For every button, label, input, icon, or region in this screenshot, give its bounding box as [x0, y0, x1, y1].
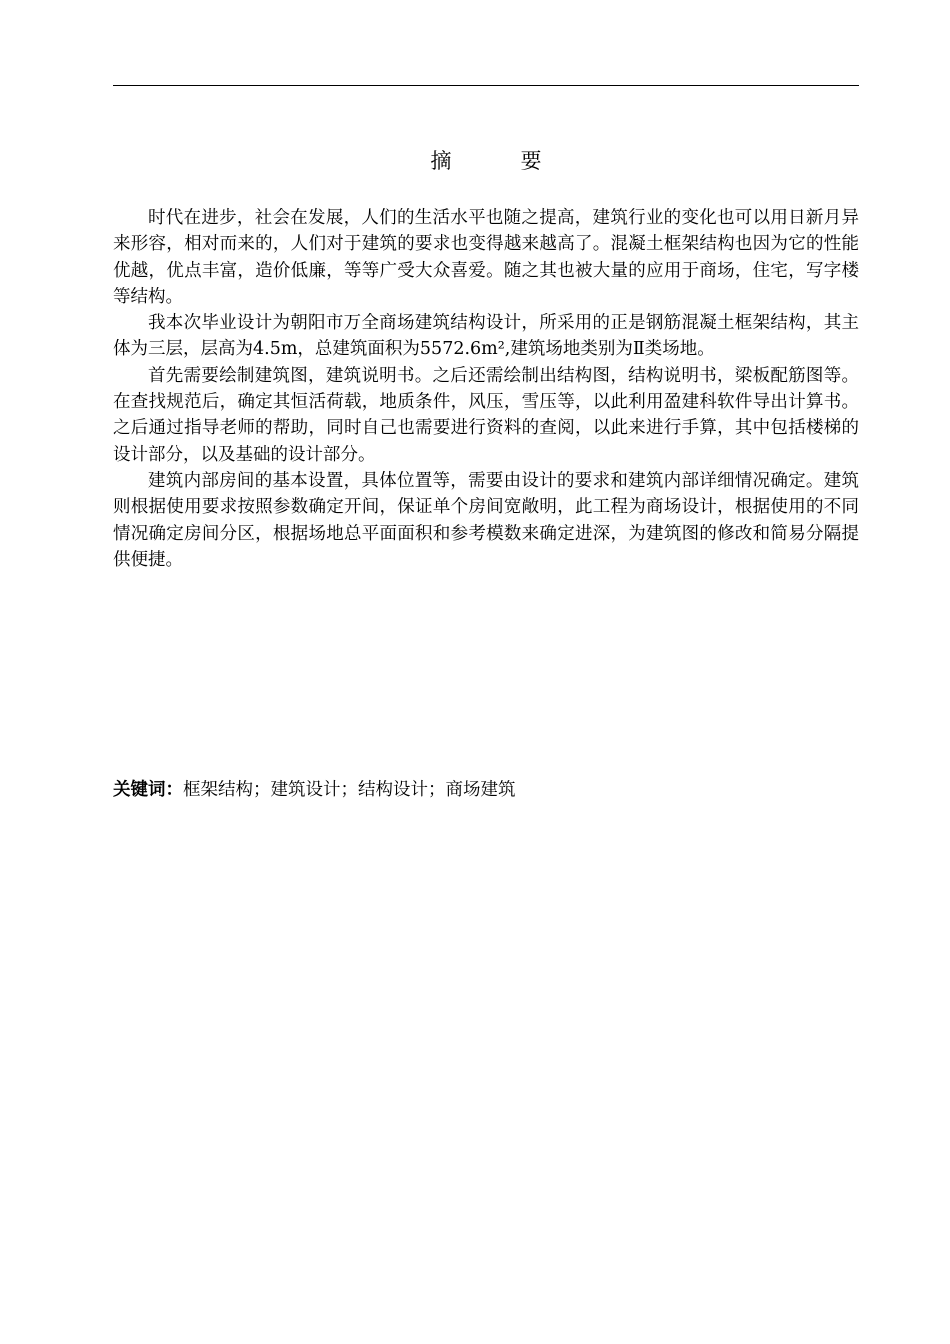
- keywords-text: 框架结构；建筑设计；结构设计；商场建筑: [183, 780, 516, 800]
- keywords-line: [113, 775, 859, 805]
- abstract-paragraph-3: 首先需要绘制建筑图，建筑说明书。之后还需绘制出结构图，结构说明书，梁板配筋图等。在查找规范后，确定其恒活荷载，地质条件，风压，雪压等，以此利用盈建科软件导出计算书。之后通过指导老师的帮助，同时自己也需要进行资料的查阅，以此来进行手算，其中包括楼梯的设计部分，以及基础的设计部分。: [113, 365, 859, 465]
- abstract-paragraph-4: 建筑内部房间的基本设置，具体位置等，需要由设计的要求和建筑内部详细情况确定。建筑则根据使用要求按照参数确定开间，保证单个房间宽敞明，此工程为商场设计，根据使用的不同情况确定房间分区，根据场地总平面面积和参考模数来确定进深，为建筑图的修改和简易分隔提供便捷。: [113, 470, 859, 570]
- header-rule: [113, 85, 859, 86]
- abstract-body: [113, 205, 859, 573]
- abstract-title: 摘 要: [430, 149, 566, 173]
- keywords-label: 关键词：: [113, 780, 183, 800]
- abstract-paragraph-1: 时代在进步，社会在发展，人们的生活水平也随之提高，建筑行业的变化也可以用日新月异来形容，相对而来的，人们对于建筑的要求也变得越来越高了。混凝土框架结构也因为它的性能优越，优点丰富，造价低廉，等等广受大众喜爱。随之其也被大量的应用于商场，住宅，写字楼等结构。: [113, 208, 859, 307]
- abstract-paragraph-2: 我本次毕业设计为朝阳市万全商场建筑结构设计，所采用的正是钢筋混凝土框架结构，其主体为三层，层高为4.5m，总建筑面积为5572.6m²,建筑场地类别为Ⅱ类场地。: [113, 313, 859, 360]
